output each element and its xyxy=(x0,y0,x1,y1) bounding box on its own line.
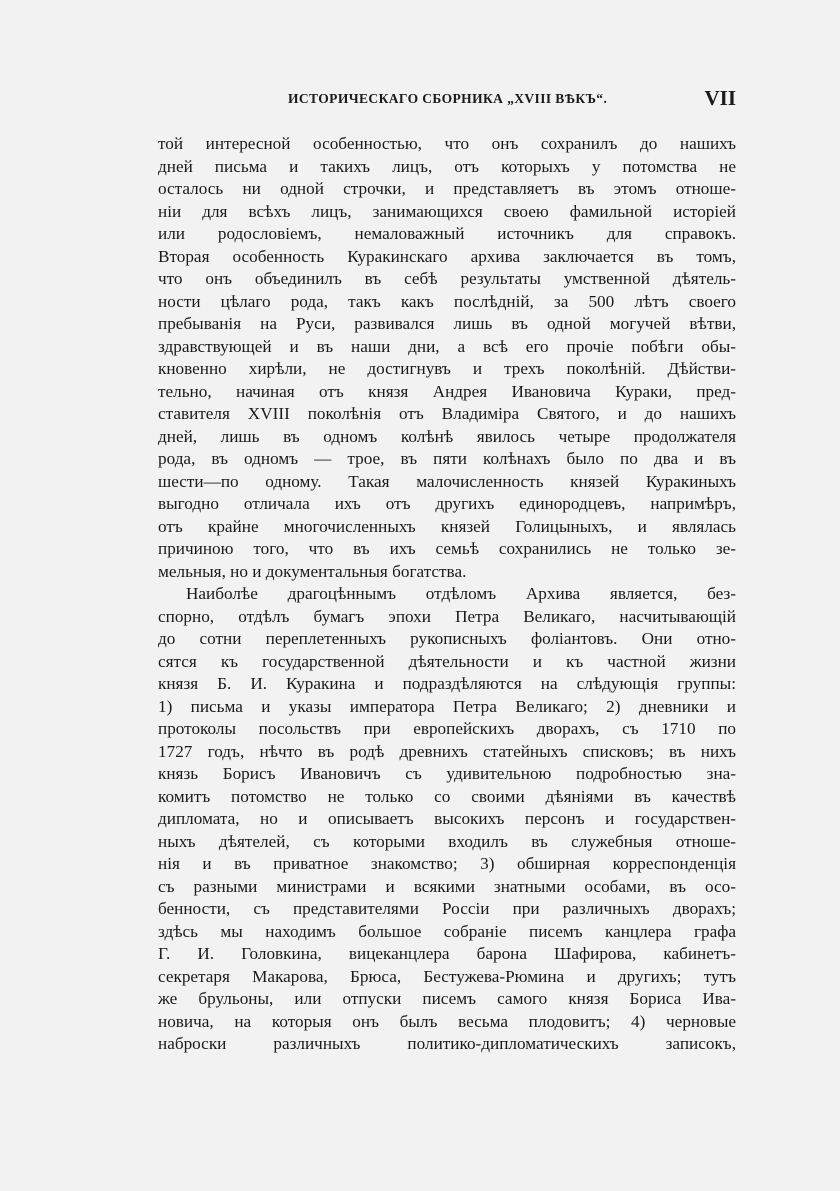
text-line: здѣсь мы находимъ большое собранiе писемъ канцлера графа xyxy=(158,921,736,941)
text-line: пребыванiя на Руси, развивался лишь въ одной могучей вѣтви, xyxy=(158,314,736,333)
text-line: здравствующей и въ наши дни, а всѣ его прочiе побѣги обы- xyxy=(158,336,736,356)
text-line: дипломата, но и описываетъ высокихъ персонъ и государствен- xyxy=(158,809,736,828)
text-line: Наиболѣе драгоцѣннымъ отдѣломъ Архива является, без- xyxy=(186,584,736,603)
text-line: 1727 годъ, нѣчто въ родѣ древнихъ статейныхъ списковъ; въ нихъ xyxy=(158,741,736,761)
text-line: дней письма и такихъ лицъ, отъ которыхъ у потомства не xyxy=(158,156,736,176)
text-line: комитъ потомство не только со своими дѣянiями въ качествѣ xyxy=(158,786,736,806)
text-line: мельныя, но и документальныя богатства. xyxy=(158,561,467,581)
text-line: же брульоны, или отпуски писемъ самого князя Бориса Ива- xyxy=(158,989,736,1008)
text-line: причиною того, что въ ихъ семьѣ сохранились не только зе- xyxy=(158,539,736,558)
text-line: рода, въ одномъ — трое, въ пяти колѣнахъ было по два и въ xyxy=(158,449,736,468)
text-line: что онъ объединилъ въ себѣ результаты умственной дѣятель- xyxy=(158,269,736,288)
text-line: протоколы посольствъ при европейскихъ дворахъ, съ 1710 по xyxy=(158,719,736,738)
text-line: секретаря Макарова, Брюса, Бестужева-Рюмина и другихъ; тутъ xyxy=(158,966,736,986)
text-line: ныхъ дѣятелей, съ которыми входилъ въ служебныя отноше- xyxy=(158,831,736,851)
text-line: съ разными министрами и всякими знатными особами, въ осо- xyxy=(158,876,736,896)
text-line: выгодно отличала ихъ отъ другихъ единородцевъ, напримѣръ, xyxy=(158,494,736,513)
text-line: князь Борисъ Ивановичъ съ удивительною подробностью зна- xyxy=(158,764,736,783)
text-line: бенности, съ представителями Россiи при различныхъ дворахъ; xyxy=(158,899,736,918)
text-line: ности цѣлаго рода, такъ какъ послѣднiй, за 500 лѣтъ своего xyxy=(158,291,736,311)
text-line: шести—по одному. Такая малочисленность князей Куракиныхъ xyxy=(158,471,736,491)
page-number: VII xyxy=(704,86,736,110)
text-line: той интересной особенностью, что онъ сохранилъ до нашихъ xyxy=(158,134,736,153)
running-head: ИСТОРИЧЕСКАГО СБОРНИКА „XVIII ВѢКЪ“. xyxy=(288,91,608,106)
paragraph xyxy=(158,583,736,1056)
text-line: кновенно хирѣли, не достигнувъ и трехъ поколѣнiй. Дѣйстви- xyxy=(158,359,736,378)
text-line: до сотни переплетенныхъ рукописныхъ фолiантовъ. Они отно- xyxy=(158,629,736,648)
text-line: спорно, отдѣлъ бумагъ эпохи Петра Великаго, насчитывающiй xyxy=(158,606,736,626)
page-header xyxy=(158,88,736,112)
text-line: дней, лишь въ одномъ колѣнѣ явилось четыре продолжателя xyxy=(158,426,736,446)
text-line: отъ крайне многочисленныхъ князей Голицыныхъ, и являлась xyxy=(158,516,736,536)
body-text xyxy=(158,133,736,1056)
text-line: нiи для всѣхъ лицъ, занимающихся своею фамильной исторiей xyxy=(158,201,736,221)
text-line: тельно, начиная отъ князя Андрея Ивановича Кураки, пред- xyxy=(158,381,736,401)
text-line: Вторая особенность Куракинскаго архива заключается въ томъ, xyxy=(158,246,736,266)
text-line: сятся къ государственной дѣятельности и къ частной жизни xyxy=(158,651,736,671)
text-line: 1) письма и указы императора Петра Великаго; 2) дневники и xyxy=(158,696,736,716)
paragraph xyxy=(158,133,736,583)
text-line: или родословiемъ, немаловажный источникъ для справокъ. xyxy=(158,224,736,243)
text-line: ставителя XVIII поколѣнiя отъ Владимiра Святого, и до нашихъ xyxy=(158,404,736,423)
text-line: наброски различныхъ политико-дипломатическихъ записокъ, xyxy=(158,1034,736,1053)
text-line: нiя и въ приватное знакомство; 3) обширная корреспонденцiя xyxy=(158,854,736,873)
text-line: князя Б. И. Куракина и подраздѣляются на слѣдующiя группы: xyxy=(158,674,736,693)
text-line: Г. И. Головкина, вицеканцлера барона Шафирова, кабинетъ- xyxy=(158,944,736,963)
text-line: осталось ни одной строчки, и представляетъ въ этомъ отноше- xyxy=(158,179,736,198)
text-line: новича, на которыя онъ былъ весьма плодовитъ; 4) черновые xyxy=(158,1011,736,1031)
